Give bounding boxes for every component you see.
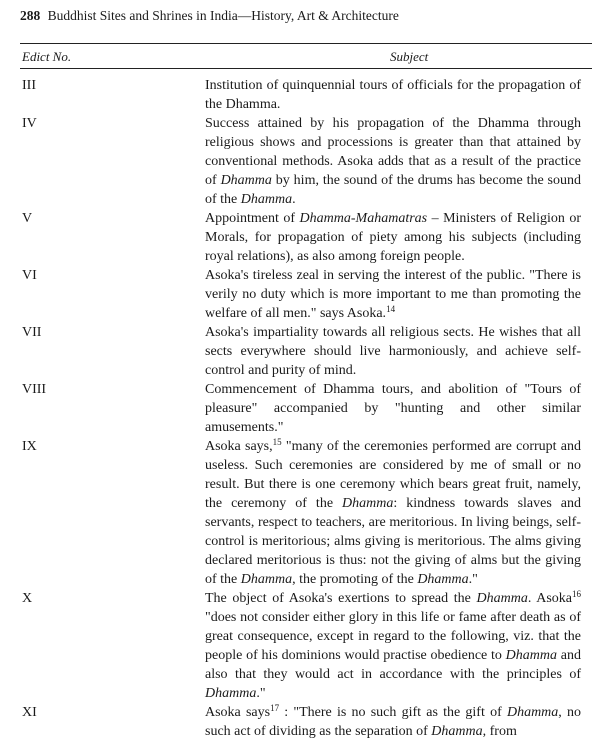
running-title: Buddhist Sites and Shrines in India—History, Art & Architecture [47, 8, 399, 23]
edict-number: XI [22, 705, 37, 720]
edict-subject: Asoka's tireless zeal in serving the interest of the public. "There is verily no duty which is more important to me than promoting the welfare of all men." says Asoka.$^{14}$ [205, 268, 581, 321]
table-header-rule [20, 68, 592, 69]
table-row [0, 703, 600, 741]
edict-table-body [0, 76, 600, 741]
edict-subject: Commencement of Dhamma tours, and abolition of "Tours of pleasure" accompanied by "hunting and other similar amusements." [205, 382, 581, 435]
running-header [20, 8, 590, 24]
table-row [0, 380, 600, 437]
edict-number: III [22, 78, 36, 93]
edict-subject: Asoka's impartiality towards all religious sects. He wishes that all sects everywhere should live harmoniously, and achieve self-control and purity of mind. [205, 325, 581, 378]
table-row [0, 114, 600, 209]
edict-subject: Asoka says,$^{15}$ "many of the ceremonies performed are corrupt and useless. Such ceremonies are considered by me of small or no result. But there is one ceremony which bears great fruit, namely, the ceremony of the Dhamma: kindness towards slaves and servants, respect to teachers, are meritorious. In living beings, self-control is meritorious; alms giving is meritorious. The alms giving declared meritorious is thus: not the giving of alms but the giving of the Dhamma, the promoting of the Dhamma." [205, 437, 581, 587]
edict-number: X [22, 591, 33, 606]
table-row [0, 209, 600, 266]
column-header-subject: Subject [390, 49, 429, 64]
table-row [0, 589, 600, 703]
edict-number: IV [22, 116, 37, 131]
table-row [0, 437, 600, 589]
edict-number: IX [22, 439, 37, 454]
edict-subject: Appointment of Dhamma-Mahamatras – Ministers of Religion or Morals, for propagation of piety among his subjects (including royal relations), as also among foreign people. [205, 211, 582, 264]
table-row [0, 323, 600, 380]
edict-subject: Institution of quinquennial tours of officials for the propagation of the Dhamma. [205, 78, 581, 112]
edict-number: VI [22, 268, 37, 283]
edict-subject: The object of Asoka's exertions to spread the Dhamma. Asoka$^{16}$ "does not consider either glory in this life or fame after death as of great consequence, except in regard to the following, viz. that the people of his dominions would practise obedience to Dhamma and also that they would act in accordance with the principles of Dhamma." [205, 589, 581, 701]
edict-number: VIII [22, 382, 47, 397]
table-row [0, 266, 600, 323]
edict-number: V [22, 211, 33, 226]
table-row [0, 76, 600, 114]
edict-number: VII [22, 325, 42, 340]
page-number: 288 [20, 8, 41, 23]
column-header-edict: Edict No. [22, 49, 72, 64]
edict-subject: Asoka says$^{17}$ : "There is no such gift as the gift of Dhamma, no such act of dividing as the separation of Dhamma, from [205, 703, 582, 739]
edict-subject: Success attained by his propagation of the Dhamma through religious shows and processions is greater than that attained by conventional methods. Asoka adds that as a result of the practice of Dhamma by him, the sound of the drums has become the sound of the Dhamma. [205, 116, 582, 207]
table-top-rule [20, 43, 592, 44]
